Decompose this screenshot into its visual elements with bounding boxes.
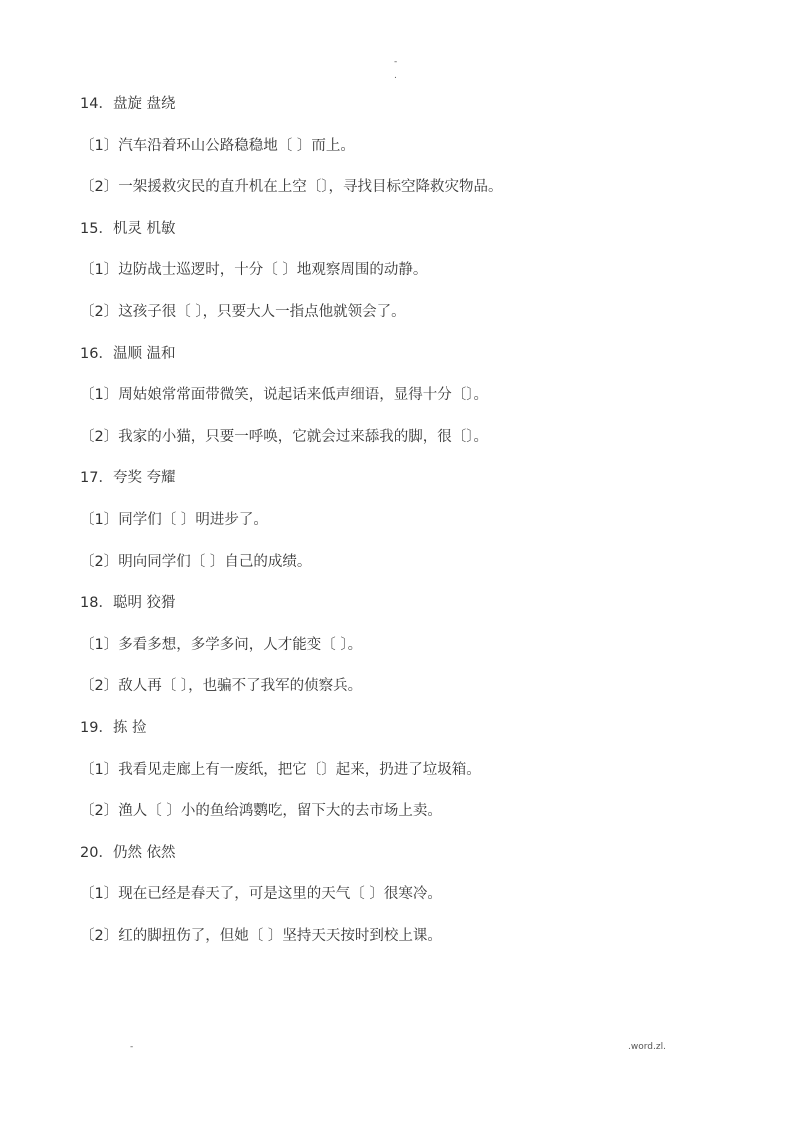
question-item: 〔1〕现在已经是春天了，可是这里的天气〔 〕很寒冷。: [80, 886, 442, 903]
question-title: 19．拣 捡: [80, 719, 147, 736]
question-16: [80, 342, 760, 467]
question-item: 〔1〕我看见走廊上有一废纸，把它〔〕起来，扔进了垃圾箱。: [80, 761, 481, 778]
question-item: 〔2〕渔人〔 〕小的鱼给鸿鹦吃，留下大的去市场上卖。: [80, 803, 442, 820]
question-19: [80, 716, 760, 841]
question-17: [80, 466, 760, 591]
question-item: 〔2〕红的脚扭伤了，但她〔 〕坚持天天按时到校上课。: [80, 927, 442, 944]
question-item: 〔1〕同学们〔 〕明进步了。: [80, 511, 268, 528]
question-20: [80, 841, 760, 966]
header-mark-top: -: [394, 57, 398, 67]
question-item: 〔1〕多看多想，多学多问，人才能变〔 〕。: [80, 636, 363, 653]
question-item: 〔2〕我家的小猫，只要一呼唤，它就会过来舔我的脚，很〔〕。: [80, 428, 488, 445]
question-title: 15．机灵 机敏: [80, 220, 176, 237]
question-item: 〔1〕汽车沿着环山公路稳稳地〔 〕而上。: [80, 137, 355, 154]
question-15: [80, 217, 760, 342]
question-14: [80, 92, 760, 217]
question-18: [80, 591, 760, 716]
question-item: 〔1〕边防战士巡逻时，十分〔 〕地观察周围的动静。: [80, 262, 428, 279]
question-title: 18．聪明 狡猾: [80, 595, 176, 612]
question-list: [80, 92, 760, 965]
question-title: 17．夸奖 夸耀: [80, 470, 176, 487]
footer-right-mark: .word.zl.: [628, 1042, 666, 1052]
question-item: 〔1〕周姑娘常常面带微笑，说起话来低声细语，显得十分〔〕。: [80, 387, 488, 404]
question-title: 16．温顺 温和: [80, 345, 176, 362]
question-item: 〔2〕一架援救灾民的直升机在上空〔〕，寻找目标空降救灾物品。: [80, 179, 503, 196]
question-title: 14．盘旋 盘绕: [80, 96, 176, 112]
question-item: 〔2〕明向同学们〔 〕自己的成绩。: [80, 553, 312, 570]
question-title: 20．仍然 依然: [80, 844, 176, 861]
header-mark-bottom: .: [394, 71, 397, 81]
question-item: 〔2〕敌人再〔 〕，也骗不了我军的侦察兵。: [80, 678, 363, 695]
question-item: 〔2〕这孩子很〔 〕，只要大人一指点他就领会了。: [80, 303, 406, 320]
footer-left-mark: -: [130, 1042, 134, 1052]
